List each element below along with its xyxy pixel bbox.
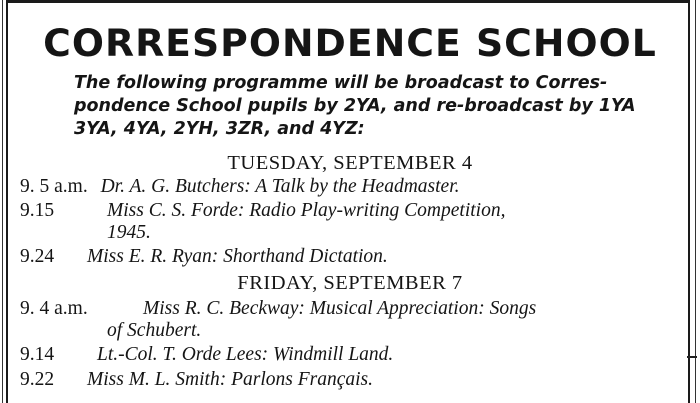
intro-line: 3YA, 4YA, 2YH, 3ZR, and 4YZ: — [74, 119, 365, 139]
intro-line: The following programme will be broadcast to Corres- — [74, 73, 608, 93]
programme-entry — [20, 246, 388, 268]
entry-description: Dr. A. G. Butchers: A Talk by the Headmaster. — [100, 176, 460, 197]
intro-line: pondence School pupils by 2YA, and re-broadcast by 1YA — [74, 96, 636, 116]
day-heading-tuesday: TUESDAY, SEPTEMBER 4 — [227, 152, 473, 174]
entry-time: 9. 5 a.m. — [20, 176, 88, 197]
entry-time: 9.14 — [20, 344, 55, 365]
entry-description: Miss M. L. Smith: Parlons Français. — [87, 369, 374, 390]
entry-description: Miss R. C. Beckway: Musical Appreciation: Songs — [143, 298, 537, 319]
programme-entry — [20, 176, 460, 198]
programme-entry — [20, 344, 393, 366]
programme-entry — [20, 369, 373, 391]
scan-mark — [687, 356, 697, 358]
entry-description: Miss C. S. Forde: Radio Play-writing Competition, — [107, 200, 506, 221]
day-heading-friday: FRIDAY, SEPTEMBER 7 — [237, 272, 463, 294]
entry-time: 9. 4 a.m. — [20, 298, 88, 319]
entry-time: 9.24 — [20, 246, 55, 267]
entry-description-continued: 1945. — [107, 222, 151, 243]
entry-description-continued: of Schubert. — [107, 320, 202, 341]
page-title: CORRESPONDENCE SCHOOL — [43, 22, 657, 65]
programme-entry — [20, 200, 680, 246]
entry-time: 9.22 — [20, 369, 55, 390]
programme-entry — [20, 298, 680, 344]
entry-description: Miss E. R. Ryan: Shorthand Dictation. — [87, 246, 388, 267]
entry-time: 9.15 — [20, 200, 55, 221]
entry-description: Lt.-Col. T. Orde Lees: Windmill Land. — [97, 344, 394, 365]
intro-paragraph — [74, 72, 674, 141]
